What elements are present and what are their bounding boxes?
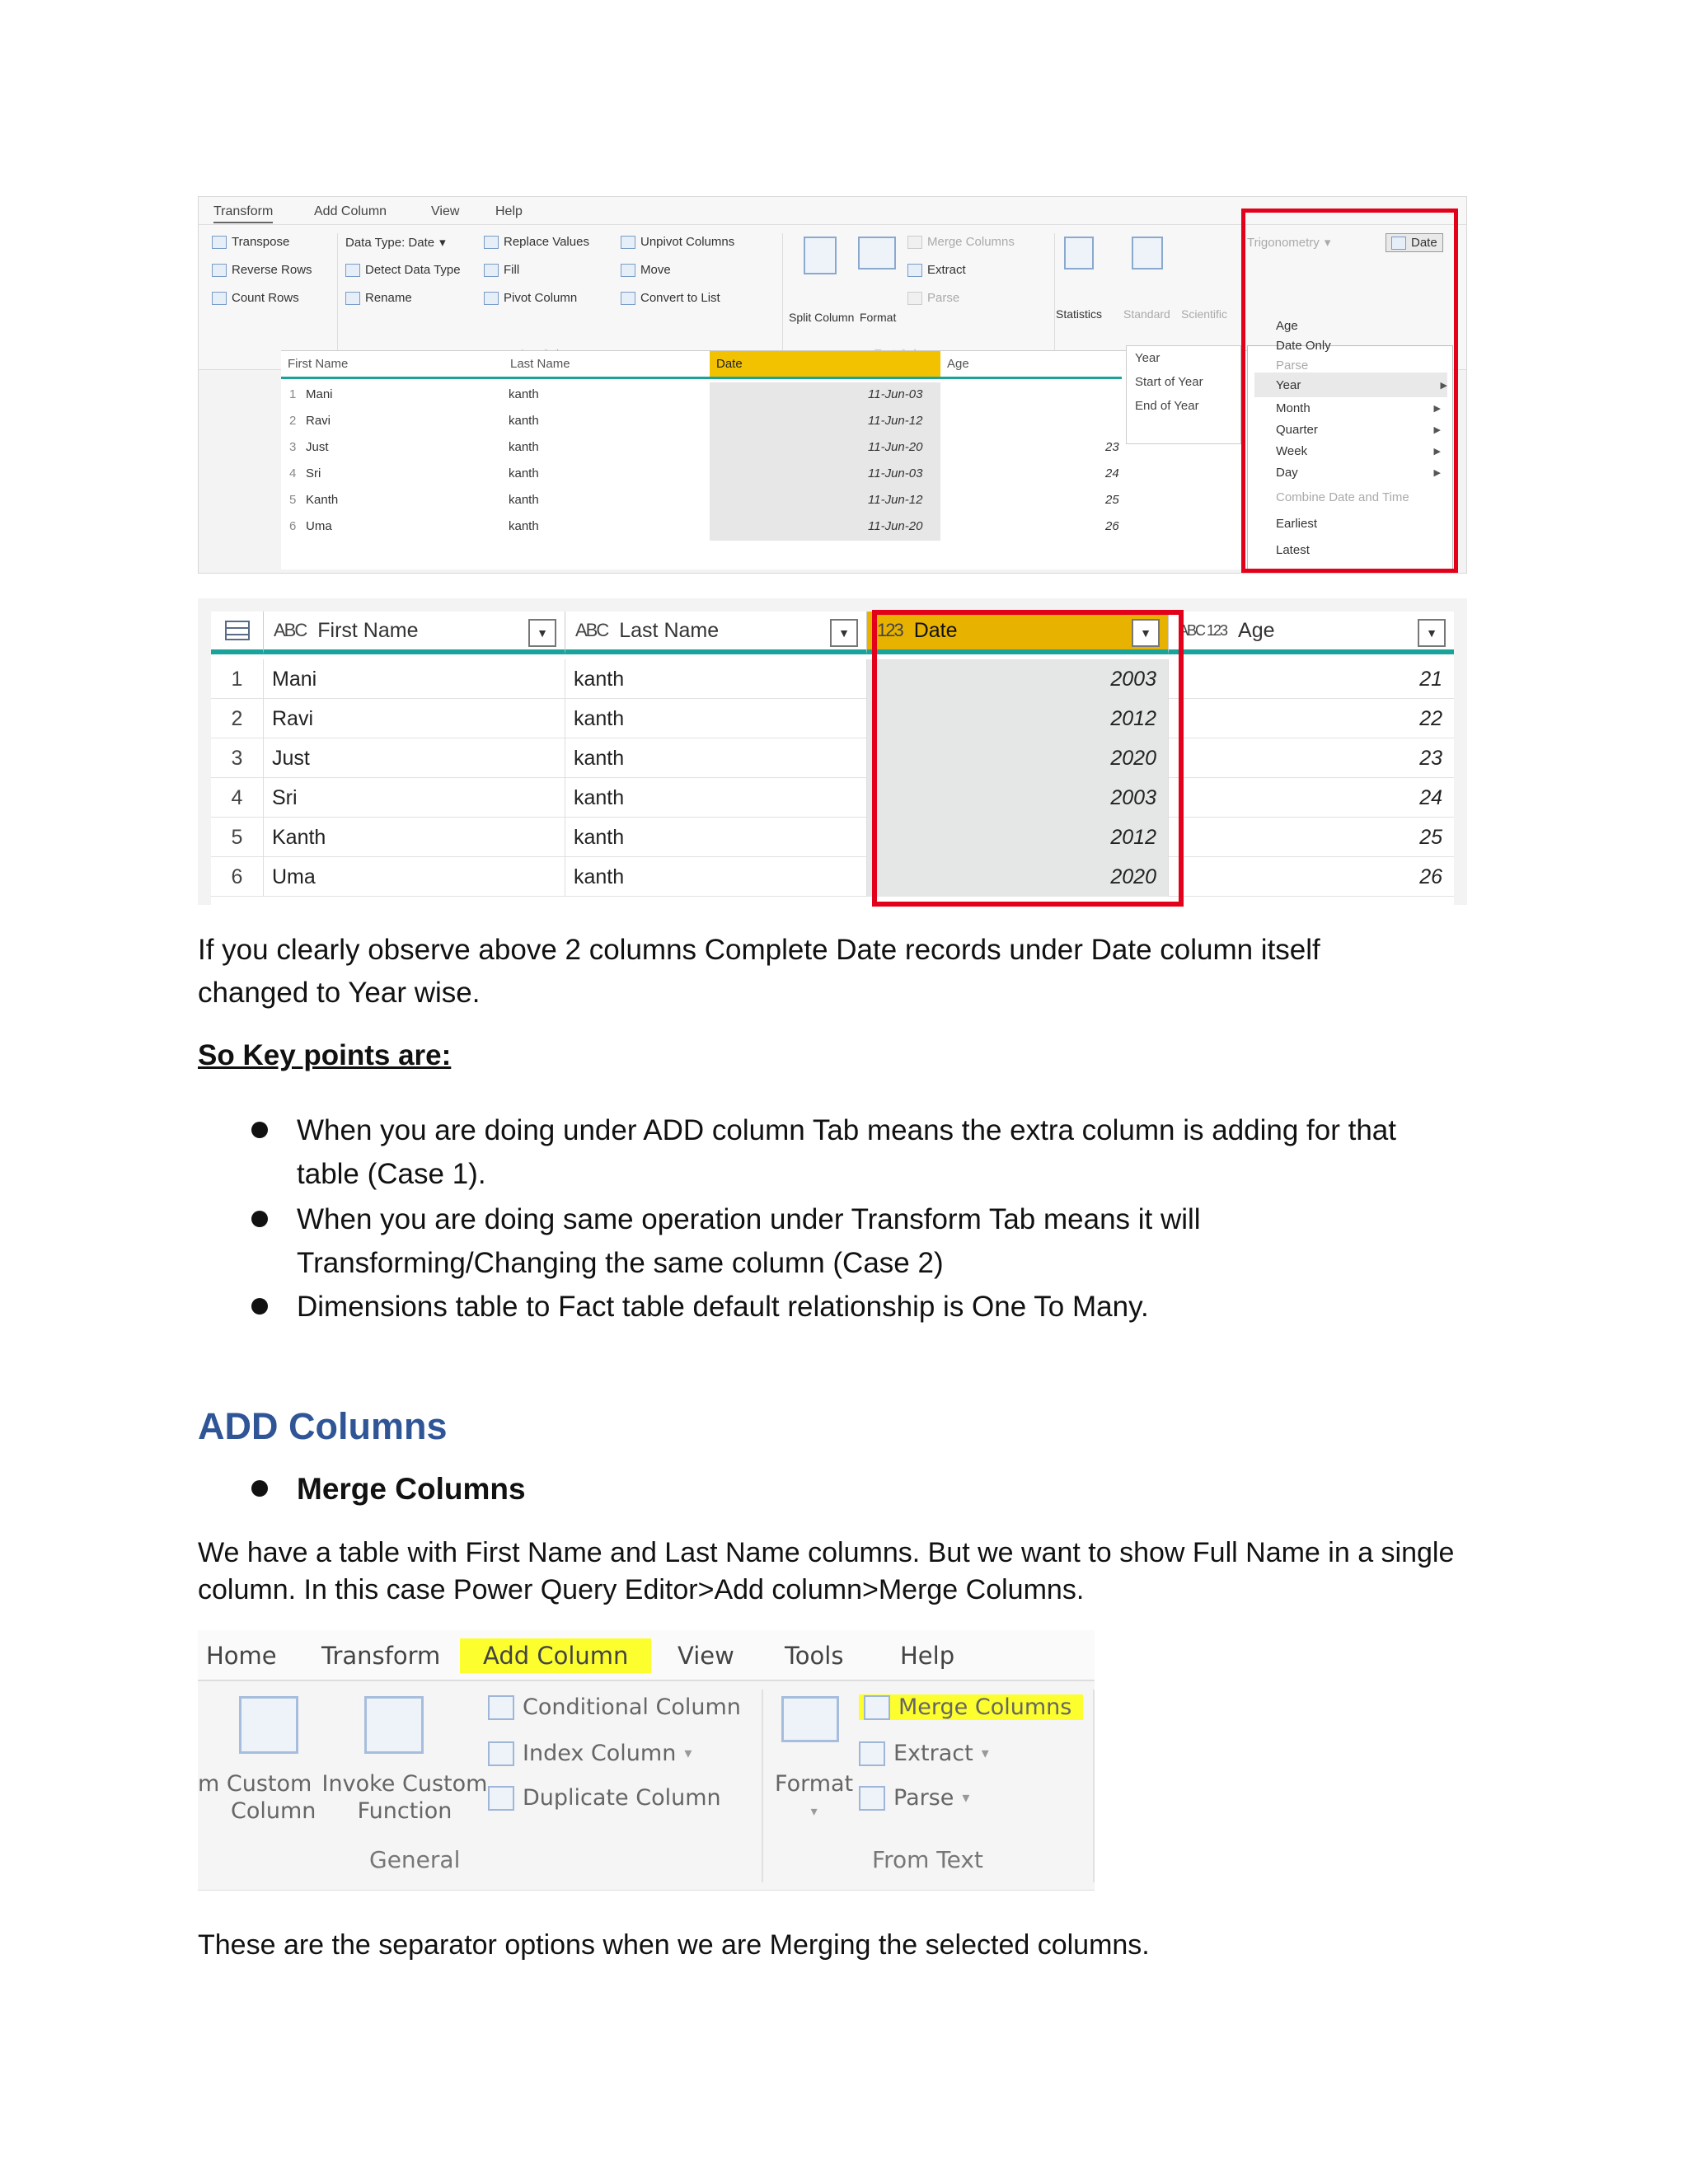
cell-age[interactable]: 25 (1419, 825, 1442, 849)
cell-last-name[interactable]: kanth (565, 778, 867, 818)
table-row[interactable] (281, 462, 1287, 488)
data-type-dropdown[interactable]: Data Type: Date ▾ (345, 235, 446, 250)
highlight-box (872, 610, 1184, 907)
any-type-icon: ABC 123 (1179, 621, 1227, 639)
divider (1093, 1690, 1095, 1882)
row-index: 6 (211, 857, 264, 897)
cell-first-name[interactable]: Sri (264, 778, 565, 818)
fill-button[interactable]: Fill (484, 263, 519, 277)
standard-button[interactable]: Standard (1123, 307, 1170, 321)
key-points-heading: So Key points are: (198, 1039, 452, 1071)
chevron-right-icon: ▶ (1433, 424, 1441, 435)
bullet-text: Dimensions table to Fact table default relationship is One To Many. (297, 1291, 1149, 1323)
row-index: 6 (289, 519, 297, 533)
column-header-date[interactable]: 123 Date ▼ (867, 612, 1169, 654)
cell-first-name[interactable]: Ravi (264, 699, 565, 738)
transpose-icon (212, 236, 227, 249)
filter-dropdown-icon[interactable]: ▼ (1418, 619, 1446, 647)
cell-first-name[interactable]: Mani (264, 659, 565, 699)
column-header-date[interactable]: Date (710, 351, 940, 379)
cell-age[interactable]: 23 (1419, 746, 1442, 770)
cell-first-name: Uma (306, 519, 332, 533)
bullet-text: When you are doing under ADD column Tab means the extra column is adding for that (297, 1114, 1396, 1146)
paragraph-line: If you clearly observe above 2 columns Complete Date records under Date column itself (198, 934, 1320, 966)
cell-date: 11-Jun-20 (868, 519, 923, 533)
cell-first-name: Mani (306, 387, 333, 401)
chevron-down-icon: ▾ (1324, 236, 1331, 250)
cell-date-year[interactable]: 2020 (867, 857, 1169, 897)
chevron-right-icon: ▶ (1433, 446, 1441, 457)
count-rows-icon (212, 292, 227, 305)
table-row[interactable] (211, 659, 1454, 699)
split-column-icon (804, 237, 837, 274)
rename-button[interactable]: Rename (345, 291, 412, 305)
group-label-general: General (369, 1846, 461, 1873)
transpose-button[interactable]: Transpose (212, 235, 289, 249)
cell-last-name: kanth (509, 466, 539, 480)
row-index: 5 (211, 818, 264, 857)
row-index: 4 (289, 466, 297, 480)
menu-item-parse[interactable]: Parse (1276, 358, 1309, 373)
menu-item-latest[interactable]: Latest (1276, 542, 1310, 557)
unpivot-icon (621, 236, 635, 249)
cell-age: 23 (1105, 440, 1119, 454)
number-type-icon: 123 (877, 620, 903, 640)
cell-date-year[interactable]: 2012 (867, 818, 1169, 857)
convert-to-list-button[interactable]: Convert to List (621, 291, 720, 305)
cell-date-year[interactable]: 2012 (867, 699, 1169, 738)
statistics-icon (1064, 237, 1094, 269)
format-icon (858, 237, 896, 269)
column-header-age[interactable]: Age (940, 351, 1122, 379)
row-index: 2 (211, 699, 264, 738)
format-button[interactable]: Format (860, 311, 897, 324)
merge-columns-icon (864, 1695, 890, 1720)
pivot-column-button[interactable]: Pivot Column (484, 291, 577, 305)
duplicate-column-icon (488, 1786, 514, 1811)
replace-icon (484, 236, 499, 249)
invoke-custom-function-icon (364, 1696, 424, 1754)
chevron-right-icon: ▶ (1433, 467, 1441, 478)
tab-help[interactable]: Help (900, 1642, 955, 1670)
ribbon-tabs (198, 1630, 1095, 1681)
tab-add-column[interactable]: Add Column (314, 204, 387, 218)
parse-button[interactable]: Parse ▾ (859, 1785, 969, 1811)
date-button[interactable]: Date (1386, 233, 1443, 252)
cell-age[interactable]: 26 (1419, 865, 1442, 888)
index-column-icon (488, 1741, 514, 1766)
table-row[interactable] (211, 857, 1454, 897)
add-column-ribbon-screenshot (198, 1630, 1095, 1891)
split-column-button[interactable]: Split Column (789, 311, 855, 324)
parse-button[interactable]: Parse (907, 291, 959, 305)
tab-home[interactable]: Home (206, 1642, 277, 1670)
tab-help[interactable]: Help (495, 204, 523, 218)
row-index: 5 (289, 493, 297, 507)
cell-first-name: Ravi (306, 414, 331, 428)
transform-ribbon-screenshot (198, 196, 1467, 574)
rename-icon (345, 292, 360, 305)
group-label-from-text: From Text (872, 1846, 983, 1873)
cell-date: 11-Jun-03 (868, 387, 923, 401)
extract-icon (859, 1741, 885, 1766)
cell-first-name[interactable]: Uma (264, 857, 565, 897)
column-header-last-name[interactable]: ABC Last Name ▼ (565, 612, 867, 654)
chevron-down-icon: ▾ (981, 1745, 989, 1762)
merge-columns-button[interactable]: Merge Columns (907, 235, 1015, 249)
cell-last-name[interactable]: kanth (565, 738, 867, 778)
merge-columns-button[interactable]: Merge Columns (859, 1694, 1083, 1720)
cell-first-name: Just (306, 440, 329, 454)
menu-item-date-only[interactable]: Date Only (1276, 338, 1331, 353)
reverse-rows-icon (212, 264, 227, 277)
cell-date-year[interactable]: 2003 (867, 659, 1169, 699)
cell-age[interactable]: 21 (1419, 667, 1442, 691)
tab-transform[interactable]: Transform (321, 1642, 441, 1670)
pivot-icon (484, 292, 499, 305)
year-table-screenshot (198, 598, 1467, 905)
format-icon (781, 1696, 839, 1742)
cell-first-name[interactable]: Kanth (264, 818, 565, 857)
bullet-dot (251, 1122, 268, 1138)
cell-date: 11-Jun-12 (868, 493, 923, 507)
cell-date: 11-Jun-12 (868, 414, 923, 428)
bullet-text: table (Case 1). (297, 1158, 486, 1190)
cell-first-name[interactable]: Just (264, 738, 565, 778)
filter-dropdown-icon[interactable]: ▼ (830, 619, 858, 647)
custom-column-icon (239, 1696, 298, 1754)
highlight-box (1241, 209, 1458, 573)
paragraph-line: changed to Year wise. (198, 977, 481, 1009)
column-header-first-name[interactable]: First Name (281, 351, 504, 379)
table-row[interactable] (211, 699, 1454, 738)
filter-dropdown-icon[interactable]: ▼ (1132, 619, 1160, 647)
bullet-text: Transforming/Changing the same column (Case 2) (297, 1247, 944, 1279)
cell-last-name[interactable]: kanth (565, 857, 867, 897)
parse-icon (907, 292, 922, 305)
menu-item-week[interactable]: Week ▶ (1276, 443, 1441, 458)
replace-values-button[interactable]: Replace Values (484, 235, 589, 249)
menu-item-month[interactable]: Month ▶ (1276, 401, 1441, 415)
cell-last-name: kanth (509, 440, 539, 454)
divider (1054, 233, 1055, 357)
text-type-icon: ABC (575, 620, 608, 640)
cell-first-name: Kanth (306, 493, 339, 507)
divider (762, 1690, 763, 1882)
custom-column-button[interactable]: m Custom Column (198, 1771, 316, 1824)
row-index: 1 (289, 387, 297, 401)
bullet-text: Merge Columns (297, 1472, 526, 1506)
data-table (211, 612, 1454, 905)
extract-icon (907, 264, 922, 277)
move-icon (621, 264, 635, 277)
cell-last-name: kanth (509, 493, 539, 507)
move-button[interactable]: Move (621, 263, 671, 277)
divider (337, 233, 338, 357)
unpivot-columns-button[interactable]: Unpivot Columns (621, 235, 734, 249)
row-index: 3 (289, 440, 297, 454)
row-index: 3 (211, 738, 264, 778)
duplicate-column-button[interactable]: Duplicate Column (488, 1785, 721, 1811)
statistics-button[interactable]: Statistics (1056, 307, 1103, 321)
table-row[interactable] (281, 514, 1287, 541)
bullet-dot (251, 1298, 268, 1315)
menu-item-quarter[interactable]: Quarter ▶ (1276, 422, 1441, 437)
list-icon (621, 292, 635, 305)
table-row[interactable] (211, 818, 1454, 857)
table-menu-icon[interactable] (211, 612, 264, 654)
cell-last-name: kanth (509, 387, 539, 401)
cell-age[interactable]: 22 (1419, 706, 1442, 730)
tab-tools[interactable]: Tools (785, 1642, 844, 1670)
tab-view[interactable]: View (678, 1642, 734, 1670)
cell-age: 25 (1105, 493, 1119, 507)
tab-view[interactable]: View (431, 204, 460, 218)
menu-item-day[interactable]: Day ▶ (1276, 465, 1441, 480)
standard-icon (1132, 237, 1163, 269)
scientific-button[interactable]: Scientific (1181, 307, 1228, 321)
menu-item-age[interactable]: Age (1276, 318, 1298, 333)
bullet-text: When you are doing same operation under Transform Tab means it will (297, 1203, 1201, 1235)
chevron-down-icon: ▾ (962, 1789, 970, 1807)
cell-last-name: kanth (509, 414, 539, 428)
cell-date: 11-Jun-03 (868, 466, 923, 480)
filter-dropdown-icon[interactable]: ▼ (528, 619, 556, 647)
row-index: 1 (211, 659, 264, 699)
tab-transform[interactable]: Transform (213, 204, 273, 223)
reverse-rows-button[interactable]: Reverse Rows (212, 263, 312, 277)
cell-last-name: kanth (509, 519, 539, 533)
chevron-down-icon: ▾ (810, 1803, 818, 1819)
conditional-column-icon (488, 1695, 514, 1720)
detect-data-type-button[interactable]: Detect Data Type (345, 263, 461, 277)
index-column-button[interactable]: Index Column ▾ (488, 1741, 692, 1766)
menu-item-year[interactable]: Year ▶ (1254, 373, 1447, 397)
cell-last-name[interactable]: kanth (565, 818, 867, 857)
bullet-dot (251, 1480, 268, 1497)
chevron-down-icon: ▾ (684, 1745, 692, 1762)
cell-age[interactable]: 24 (1419, 785, 1442, 809)
detect-type-icon (345, 264, 360, 277)
cell-age: 24 (1105, 466, 1119, 480)
chevron-right-icon: ▶ (1433, 403, 1441, 414)
cell-age: 26 (1105, 519, 1119, 533)
menu-item-combine-date-and-time[interactable]: Combine Date and Time (1276, 490, 1409, 504)
tab-add-column[interactable]: Add Column (460, 1638, 651, 1673)
format-button[interactable]: Format ▾ (775, 1770, 853, 1825)
cell-last-name[interactable]: kanth (565, 659, 867, 699)
table-row[interactable] (281, 488, 1287, 514)
table-row[interactable] (211, 778, 1454, 818)
conditional-column-button[interactable]: Conditional Column (488, 1694, 741, 1720)
bullet-dot (251, 1211, 268, 1227)
column-header-first-name[interactable]: ABC First Name ▼ (264, 612, 565, 654)
cell-date: 11-Jun-20 (868, 440, 923, 454)
year-submenu (1126, 345, 1241, 444)
column-header-last-name[interactable]: Last Name (504, 351, 710, 379)
cell-last-name[interactable]: kanth (565, 699, 867, 738)
menu-item-year[interactable]: Year (1135, 351, 1160, 365)
cell-first-name: Sri (306, 466, 321, 480)
row-index: 4 (211, 778, 264, 818)
paragraph-line: These are the separator options when we are Merging the selected columns. (198, 1929, 1150, 1961)
text-type-icon: ABC (274, 620, 307, 640)
menu-item-end-of-year[interactable]: End of Year (1135, 399, 1199, 413)
chevron-right-icon: ▶ (1440, 380, 1447, 391)
merge-icon (907, 236, 922, 249)
table-row[interactable] (211, 738, 1454, 778)
count-rows-button[interactable]: Count Rows (212, 291, 299, 305)
row-index: 2 (289, 414, 297, 428)
extract-button[interactable]: Extract ▾ (859, 1741, 989, 1766)
parse-icon (859, 1786, 885, 1811)
paragraph-line: column. In this case Power Query Editor>Add column>Merge Columns. (198, 1574, 1085, 1605)
section-heading: ADD Columns (198, 1405, 448, 1447)
paragraph-line: We have a table with First Name and Last Name columns. But we want to show Full Name in a single (198, 1537, 1455, 1568)
trigonometry-button[interactable]: Trigonometry ▾ (1247, 235, 1331, 250)
chevron-down-icon: ▾ (439, 236, 446, 250)
menu-item-earliest[interactable]: Earliest (1276, 516, 1318, 531)
cell-date-year[interactable]: 2003 (867, 778, 1169, 818)
cell-date-year[interactable]: 2020 (867, 738, 1169, 778)
invoke-custom-function-button[interactable]: Invoke Custom Function (321, 1771, 488, 1824)
column-header-age[interactable]: ABC 123 Age ▼ (1169, 612, 1454, 654)
menu-item-start-of-year[interactable]: Start of Year (1135, 375, 1203, 389)
extract-button[interactable]: Extract (907, 263, 966, 277)
fill-icon (484, 264, 499, 277)
divider (782, 233, 783, 357)
